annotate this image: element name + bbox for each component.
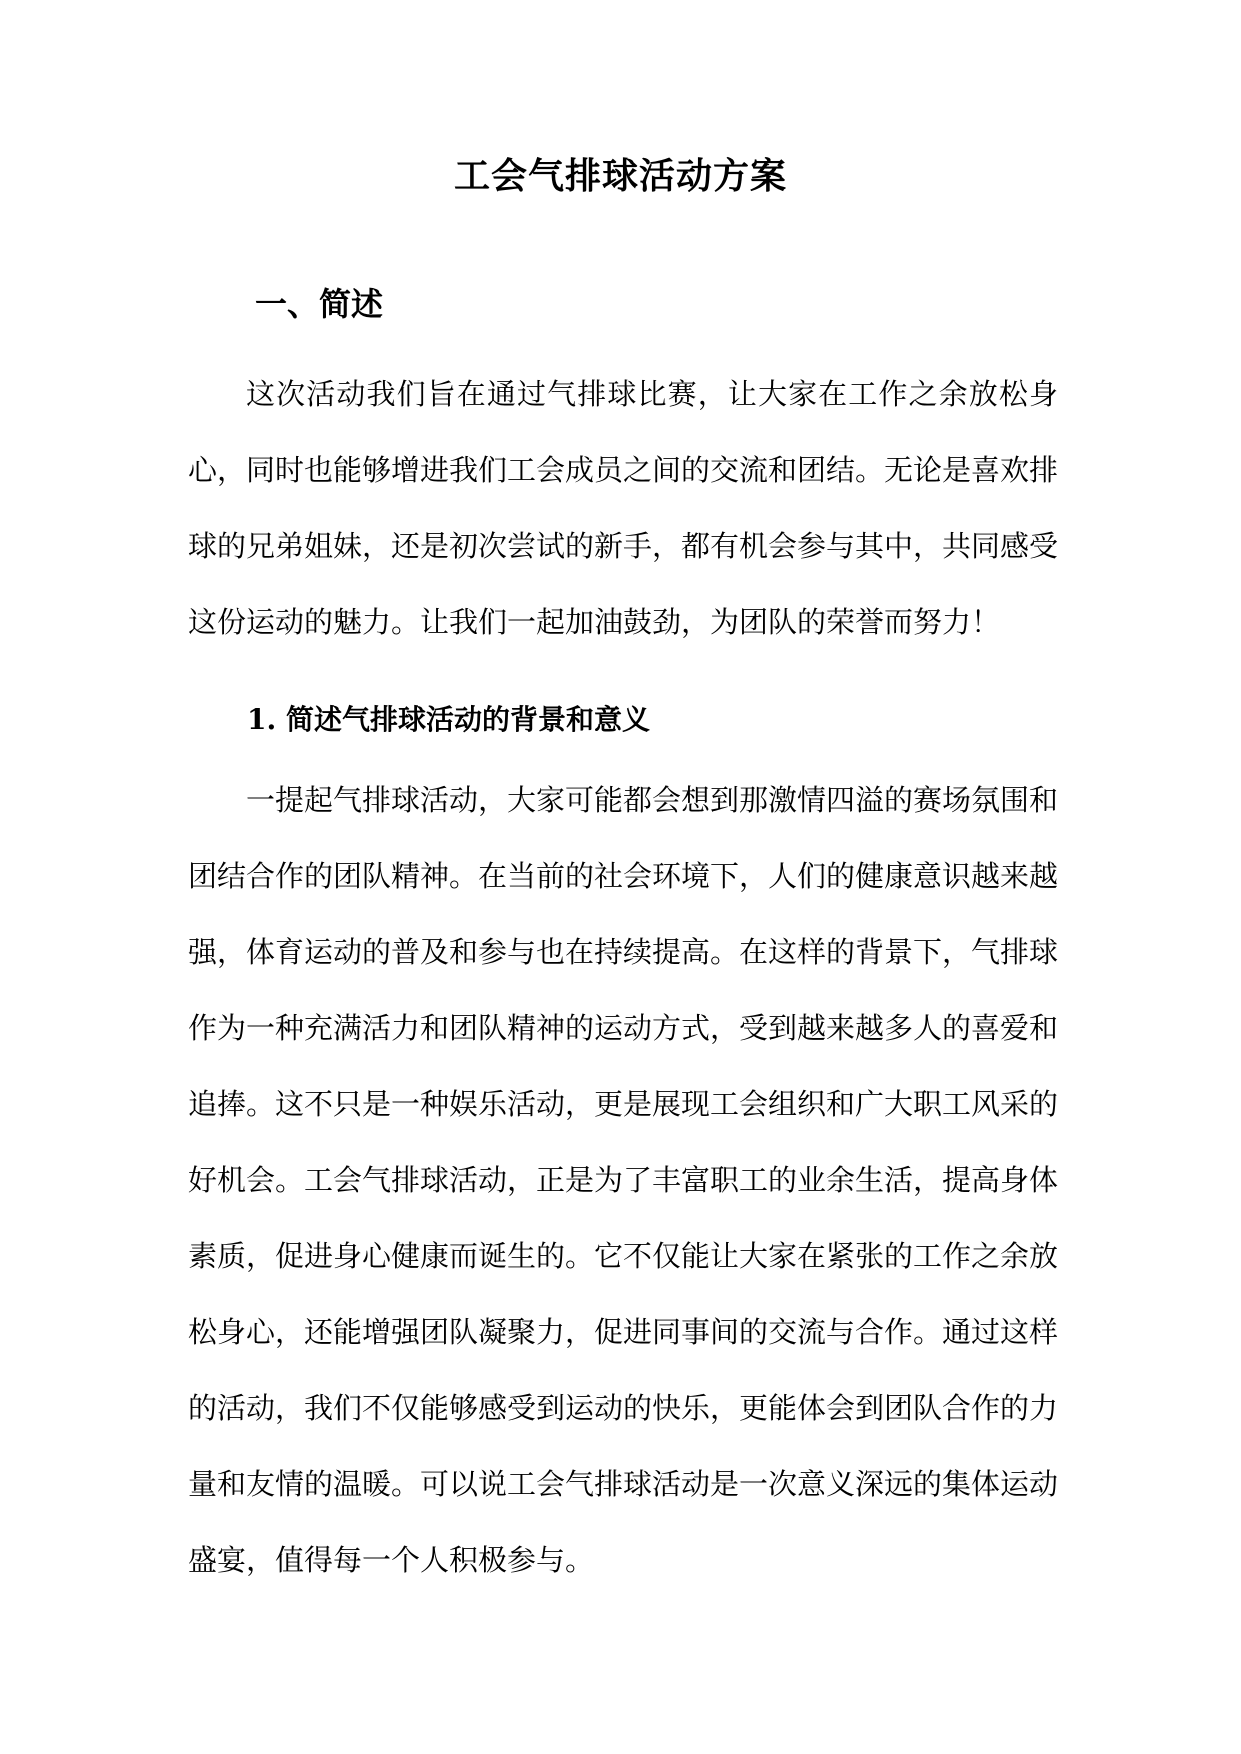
document-title: 工会气排球活动方案 [453, 155, 787, 197]
overview-paragraph: 这次活动我们旨在通过气排球比赛，让大家在工作之余放松身心，同时也能够增进我们工会成员之间的交流和团结。无论是喜欢排球的兄弟姐妹，还是初次尝试的新手，都有机会参与其中，共同感受这份运动的魅力。让我们一起加油鼓劲，为团队的荣誉而努力！ [188, 377, 1059, 639]
background-paragraph: 一提起气排球活动，大家可能都会想到那激情四溢的赛场氛围和团结合作的团队精神。在当前的社会环境下，人们的健康意识越来越强，体育运动的普及和参与也在持续提高。在这样的背景下，气排球作为一种充满活力和团队精神的运动方式，受到越来越多人的喜爱和追捧。这不只是一种娱乐活动，更是展现工会组织和广大职工风采的好机会。工会气排球活动，正是为了丰富职工的业余生活，提高身体素质，促进身心健康而诞生的。它不仅能让大家在紧张的工作之余放松身心，还能增强团队凝聚力，促进同事间的交流与合作。通过这样的活动，我们不仅能够感受到运动的快乐，更能体会到团队合作的力量和友情的温暖。可以说工会气排球活动是一次意义深远的集体运动盛宴，值得每一个人积极参与。 [188, 783, 1059, 1577]
section-heading-overview: 一、简述 [255, 285, 384, 323]
subsection-heading-background: 1. 简述气排球活动的背景和意义 [247, 703, 650, 736]
